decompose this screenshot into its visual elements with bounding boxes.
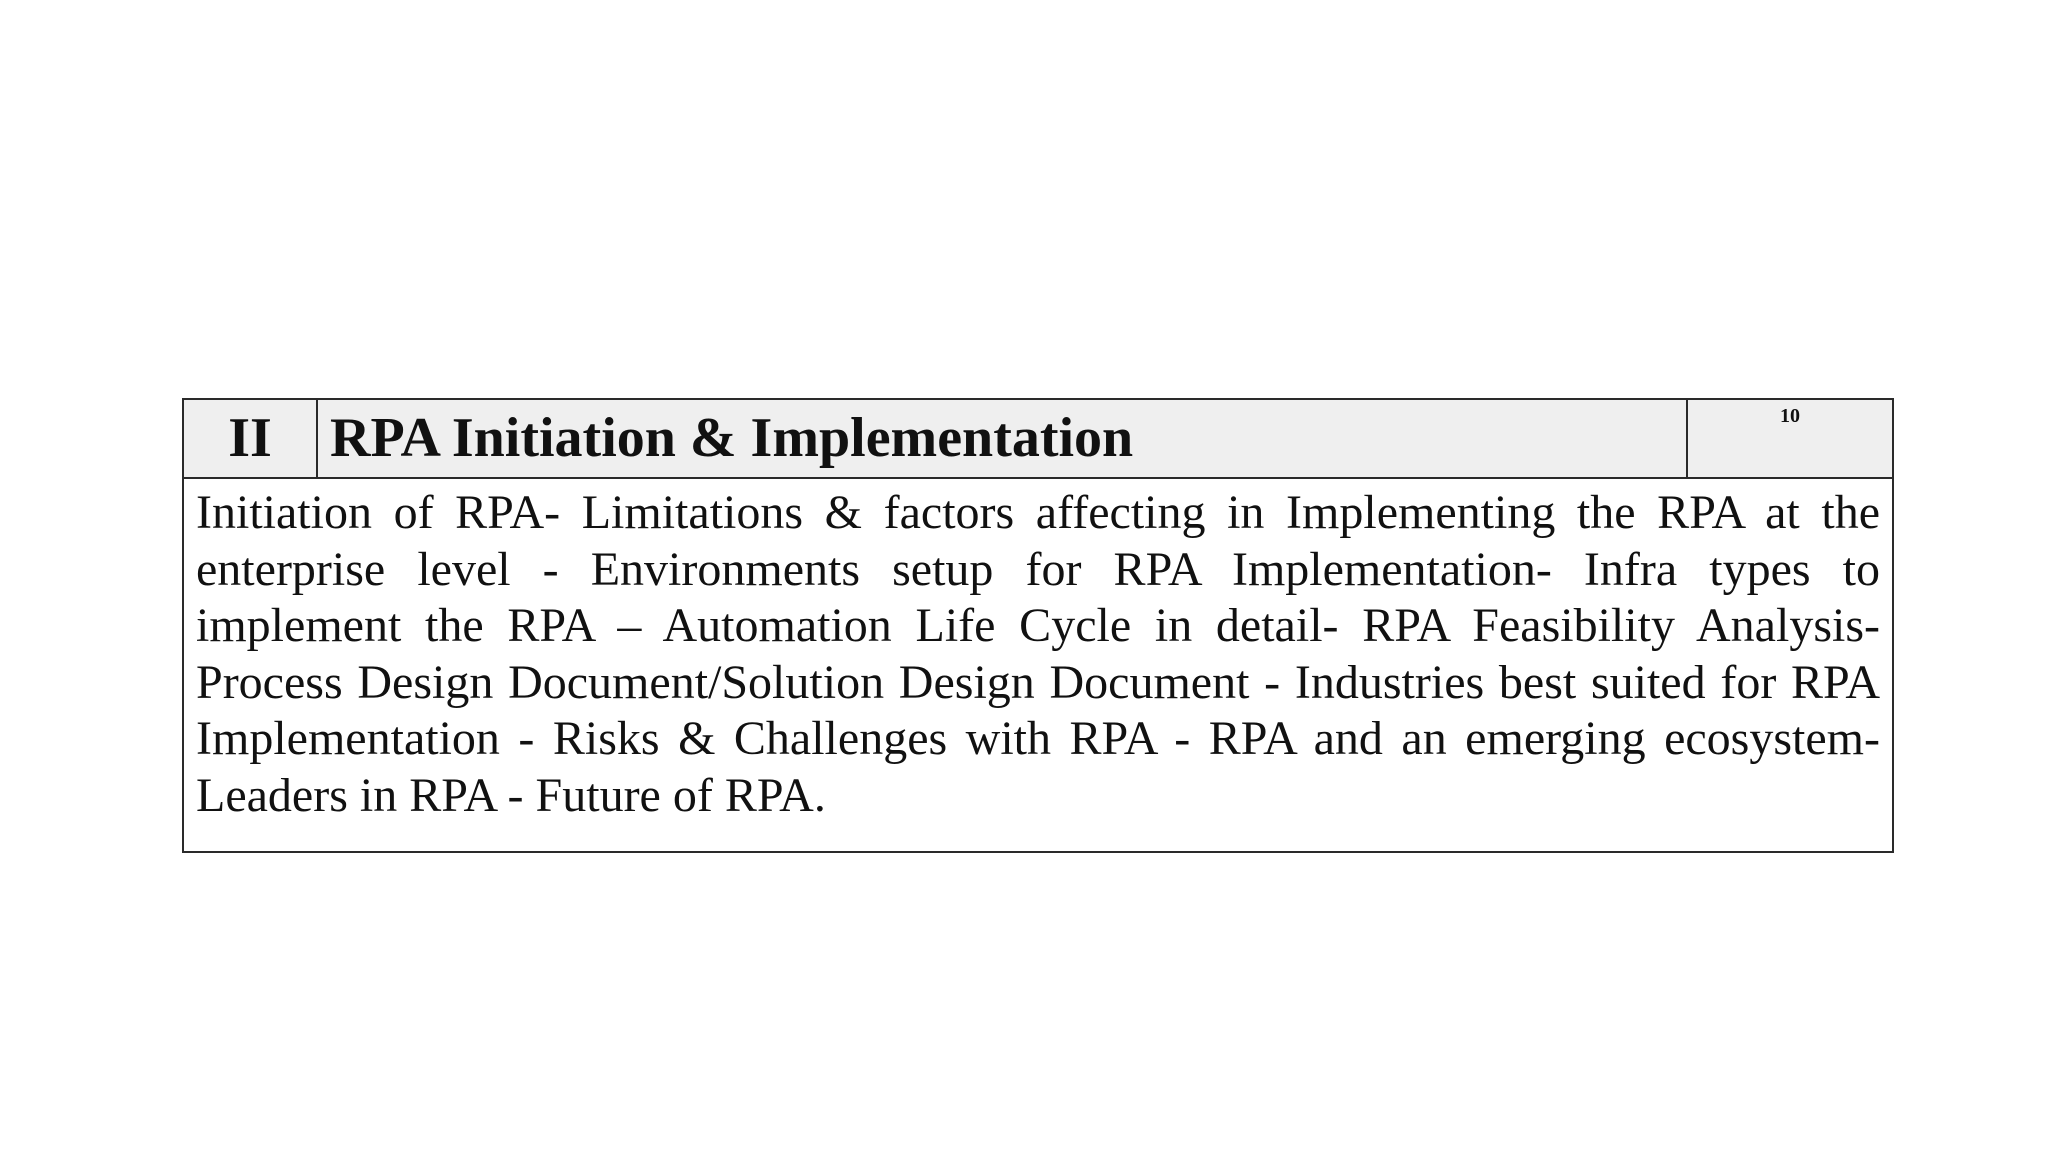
syllabus-unit-table bbox=[182, 398, 1894, 853]
unit-hours: 10 bbox=[1687, 399, 1893, 478]
unit-content-row bbox=[183, 478, 1893, 852]
unit-header-row bbox=[183, 399, 1893, 478]
unit-number: II bbox=[183, 399, 317, 478]
unit-content: Initiation of RPA- Limitations & factors affecting in Implementing the RPA at the enterprise level - Environments setup for RPA Implementation- Infra types to implement the RPA – Automation Life Cycle in detail- RPA Feasibility Analysis-Process Design Document/Solution Design Document - Industries best suited for RPA Implementation - Risks & Challenges with RPA - RPA and an emerging ecosystem- Leaders in RPA - Future of RPA. bbox=[183, 478, 1893, 852]
unit-title: RPA Initiation & Implementation bbox=[317, 399, 1687, 478]
